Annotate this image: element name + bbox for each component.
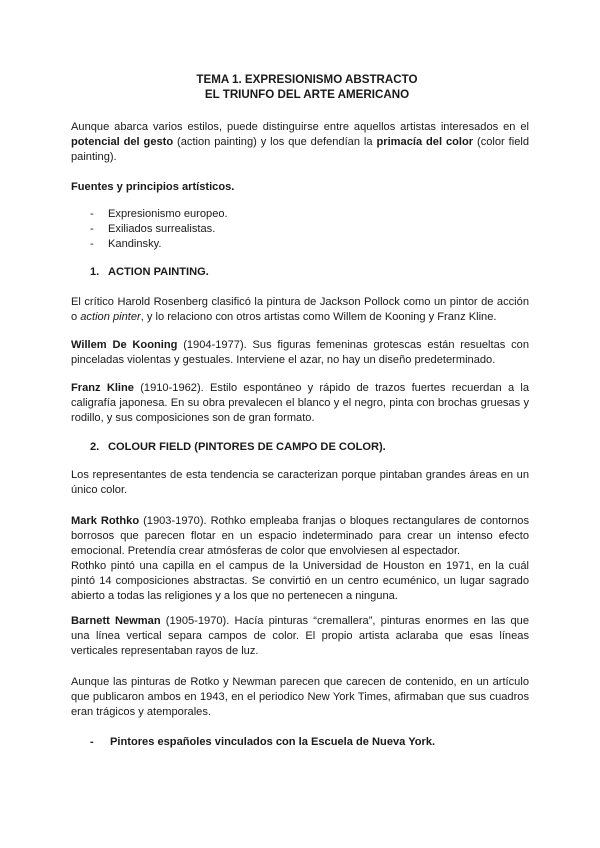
title-line-1: TEMA 1. EXPRESIONISMO ABSTRACTO [196, 73, 418, 86]
list-item: - Expresionismo europeo. [88, 207, 228, 222]
intro-bold-color: primacía del color [376, 136, 474, 148]
sources-heading: Fuentes y principios artísticos. [71, 181, 235, 193]
list-item: - Kandinsky. [88, 237, 228, 252]
section-1-paragraph [71, 295, 529, 325]
section-2-title: COLOUR FIELD (PINTORES DE CAMPO DE COLOR). [108, 441, 386, 453]
newman-text: (1905-1970). Hacía pinturas “cremallera”, pinturas enormes en las que una línea vertical separa campos de color. El propio artista aclaraba que esas líneas verticales representaban rayos de luz. [71, 615, 529, 657]
rothko-paragraph [71, 514, 529, 604]
sources-list [88, 207, 228, 252]
rothko-text: (1903-1970). Rothko empleaba franjas o bloques rectangulares de contornos borrosos que parecen flotar en un espacio indeterminado para crear un intenso efecto emocional. Pretendía crear atmósferas de color que envolviesen al espectador. [71, 515, 529, 557]
intro-text-2: (action painting) y los que defendían la [173, 136, 377, 148]
section-2-heading [90, 440, 386, 455]
closing-paragraph: Aunque las pinturas de Rotko y Newman parecen que carecen de contenido, en un artículo que publicaron ambos en 1943, en el periodico New York Times, afirmaban que sus cuadros eran trágicos y atemporales. [71, 676, 529, 718]
intro-bold-gesture: potencial del gesto [71, 136, 174, 148]
section-2-number: 2. [90, 441, 100, 453]
kooning-paragraph [71, 338, 529, 368]
section-1-text-2: , y lo relaciono con otros artistas como Willem de Kooning y Franz Kline. [140, 311, 497, 323]
section-1-heading [90, 265, 209, 280]
rothko-chapel-text: Rothko pintó una capilla en el campus de la Universidad de Houston en 1971, en la cuál pintó 14 composiciones abstractas. Se convirtió en un centro ecuménico, un lugar sagrado abierto a todas las religiones y a los que no pertenecen a ninguna. [71, 560, 529, 602]
newman-name: Barnett Newman [71, 615, 161, 627]
intro-text-3: (color field painting). [71, 136, 529, 163]
intro-text-1: Aunque abarca varios estilos, puede distinguirse entre aquellos artistas interesados en el [71, 121, 529, 133]
kooning-text: (1904-1977). Sus figuras femeninas grotescas están resueltas con pinceladas violentas y gestuales. Interviene el azar, no hay un diseño predeterminado. [71, 339, 529, 366]
spanish-painters-heading [88, 735, 435, 750]
kline-name: Franz Kline [71, 382, 134, 394]
spanish-painters-title: Pintores españoles vinculados con la Escuela de Nueva York. [110, 736, 436, 748]
section-1-number: 1. [90, 266, 100, 278]
section-1-title: ACTION PAINTING. [108, 266, 209, 278]
section-2-intro: Los representantes de esta tendencia se caracterizan porque pintaban grandes áreas en un único color. [71, 469, 529, 496]
section-1-text-1: El crítico Harold Rosenberg clasificó la pintura de Jackson Pollock como un pintor de acción o [71, 296, 529, 323]
rothko-name: Mark Rothko [71, 515, 140, 527]
list-item: - Exiliados surrealistas. [88, 222, 228, 237]
title-line-2: EL TRIUNFO DEL ARTE AMERICANO [204, 88, 410, 101]
newman-paragraph [71, 614, 529, 659]
kline-paragraph [71, 381, 529, 426]
document-title [0, 72, 600, 102]
kooning-name: Willem De Kooning [71, 339, 178, 351]
list-dash: - [90, 736, 94, 748]
kline-text: (1910-1962). Estilo espontáneo y rápido de trazos fuertes recuerdan a la caligrafía japonesa. En su obra prevalecen el blanco y el negro, pinta con brochas gruesas y rodillo, y sus composiciones son de gran formato. [71, 382, 529, 424]
intro-paragraph [71, 120, 529, 165]
section-1-italic: action pinter [80, 311, 141, 323]
